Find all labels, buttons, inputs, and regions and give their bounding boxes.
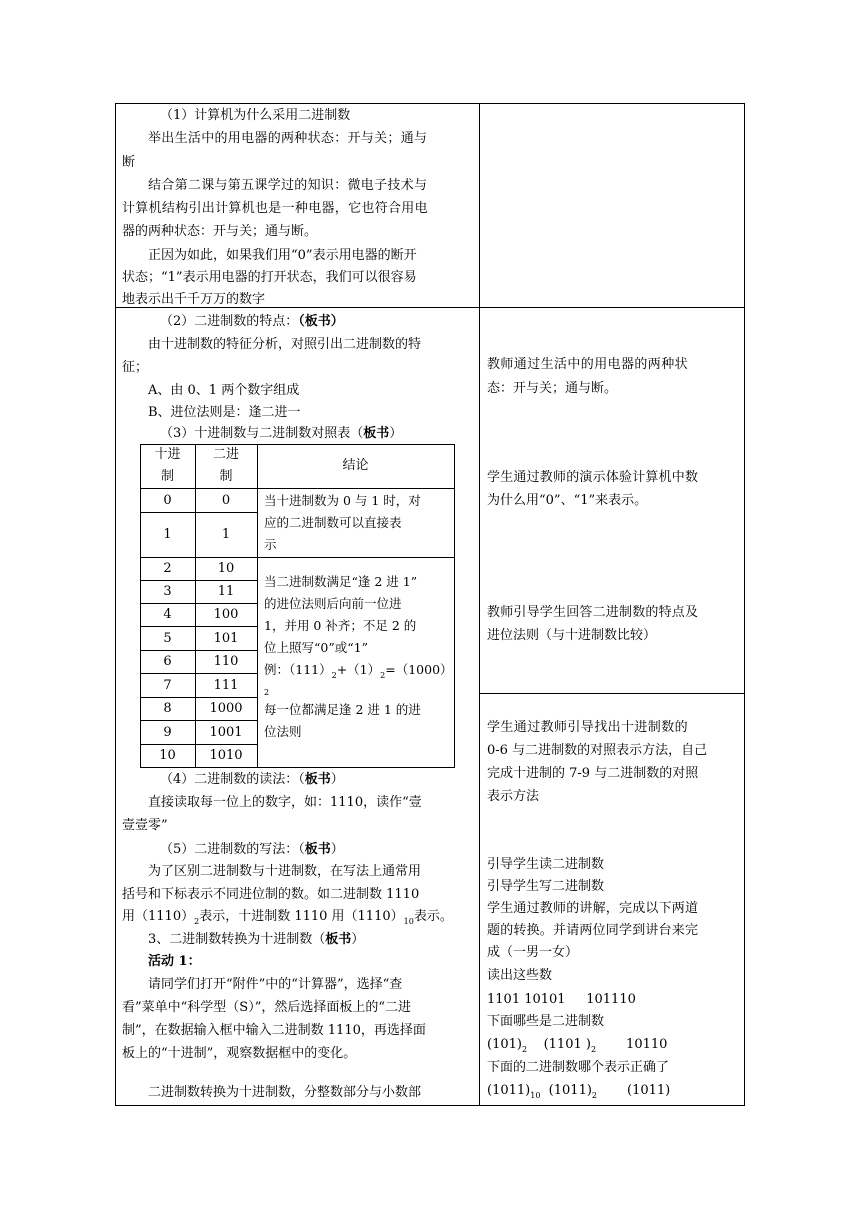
s5-close: ） (330, 842, 344, 857)
s5-c-part-3: 表示。 (413, 909, 453, 924)
notation-option-3: (1011) (627, 1083, 671, 1098)
right-note-3-b: 进位法则（与十进制数比较） (487, 628, 657, 643)
conclusion-1 (264, 490, 421, 556)
example-sub-1: 2 (331, 671, 337, 680)
right-note-5-b: 引导学生写二进制数 (487, 879, 605, 894)
section-5-heading (160, 840, 344, 859)
conclusion-2 (264, 571, 453, 743)
section-4-heading (160, 770, 344, 789)
s5-p-line-a: 为了区别二进制数与十进制数，在写法上通常用 (148, 864, 422, 879)
s3-heading-text: （3）十进制数与二进制数对照表（ (160, 426, 364, 441)
example-sub-3: 2 (264, 688, 270, 697)
s5-c-sub-2: 10 (403, 917, 414, 926)
s6-heading-text: 3、二进制数转换为十进制数（ (148, 932, 326, 947)
s4-heading-text: （4）二进制数的读法：（ (160, 772, 305, 787)
s1-p3-line-c: 地表示出千千万万的数字 (122, 292, 266, 307)
table-cell-dec: 3 (163, 584, 172, 599)
s2-item-a: A、由 0、1 两个数字组成 (148, 383, 300, 398)
header-decimal-a: 十进 (154, 447, 181, 462)
table-cell-bin: 11 (217, 584, 235, 599)
right-note-1-a: 教师通过生活中的用电器的两种状 (487, 357, 689, 372)
s3-board-mark: 板书 (363, 426, 390, 441)
conclusion-1-c: 示 (264, 537, 277, 552)
activity-p-line-b: 看”菜单中“科学型（S）”，然后选择面板上的“二进 (122, 1000, 411, 1015)
table-cell-dec: 7 (163, 678, 172, 693)
right-note-5-i (487, 1035, 667, 1059)
column-divider (479, 103, 480, 1106)
table-cell-dec: 2 (163, 561, 172, 576)
binary-option-2: (1101 ) (527, 1037, 591, 1052)
table-cell-dec: 10 (159, 748, 176, 763)
s1-p2-line-b: 计算机结构引出计算机也是一种电器，它也符合用电 (122, 201, 428, 216)
table-cell-bin: 110 (213, 654, 239, 669)
header-binary-b: 制 (219, 469, 233, 484)
right-note-2-a: 学生通过教师的演示体验计算机中数 (487, 470, 699, 485)
right-note-1-b: 态：开与关；通与断。 (487, 381, 618, 396)
header-binary (195, 444, 257, 488)
s5-heading-text: （5）二进制数的写法：（ (160, 842, 305, 857)
s4-close: ） (330, 772, 344, 787)
conclusion-2-d: 位上照写“0”或“1” (264, 640, 368, 655)
conclusion-2-c: 1，并用 0 补齐；不足 2 的 (264, 618, 417, 633)
right-note-2-b: 为什么用“0”、“1”来表示。 (487, 493, 648, 508)
example-sub-2: 2 (380, 671, 386, 680)
s2-heading-text: （2）二进制数的特点： (160, 314, 299, 329)
right-note-5-k (487, 1081, 670, 1105)
header-decimal-b: 制 (160, 469, 174, 484)
binary-option-1: (101) (487, 1037, 522, 1052)
s5-c-sub-1: 2 (194, 917, 200, 926)
s5-p-line-c (122, 907, 453, 931)
table-cell-dec: 0 (163, 493, 172, 508)
header-conclusion: 结论 (342, 458, 369, 473)
binary-option-2-sub: 2 (590, 1045, 597, 1054)
right-note-3-a: 教师引导学生回答二进制数的特点及 (487, 605, 699, 620)
s1-p2-line-a: 结合第二课与第五课学过的知识：微电子技术与 (148, 178, 428, 193)
right-note-5-a: 引导学生读二进制数 (487, 857, 605, 872)
table-cell-bin: 0 (221, 493, 231, 508)
example-part-2: +（1） (336, 662, 381, 677)
activity-p-line-d: 板上的“十进制”，观察数据框中的变化。 (122, 1046, 357, 1061)
s1-p3-line-a: 正因为如此，如果我们用“0”表示用电器的断开 (148, 248, 417, 263)
table-cell-bin: 100 (213, 607, 239, 622)
conclusion-2-f: 每一位都满足逢 2 进 1 的进 (264, 702, 421, 717)
conclusion-2-example (264, 659, 453, 687)
section-2-heading (160, 312, 344, 331)
binary-option-3: 10110 (626, 1037, 668, 1052)
s4-board-mark: 板书 (304, 772, 331, 787)
table-cell-dec: 4 (163, 607, 172, 622)
example-part-3: =（1000） (385, 662, 453, 677)
notation-option-1-sub: 10 (530, 1091, 541, 1100)
activity-p-line-c: 制”，在数据输入框中输入二进制数 1110，再选择面 (122, 1023, 426, 1038)
s1-p2-line-c: 器的两种状态：开与关；通与断。 (122, 224, 318, 239)
s5-c-part-1: 用（1110） (122, 909, 195, 924)
right-note-5-g: 1101 10101 101110 (487, 992, 636, 1007)
table-cell-bin: 111 (213, 678, 239, 693)
table-cell-dec: 6 (163, 654, 172, 669)
table-cell-dec: 9 (163, 725, 172, 740)
section-3-heading (160, 424, 402, 443)
conclusion-2-a: 当二进制数满足“逢 2 进 1” (264, 574, 418, 589)
s4-p-line-a: 直接读取每一位上的数字，如：1110，读作“壹 (148, 795, 422, 810)
header-decimal (140, 444, 195, 488)
activity-1-heading: 活动 1： (148, 954, 201, 969)
right-note-4-c: 完成十进制的 7-9 与二进制数的对照 (487, 766, 699, 781)
s5-board-mark: 板书 (304, 842, 331, 857)
right-note-5-d: 题的转换。并请两位同学到讲台来完 (487, 923, 699, 938)
table-cell-bin: 1000 (209, 701, 243, 716)
s3-close: ） (389, 426, 403, 441)
table-cell-bin: 1010 (209, 748, 243, 763)
conclusion-2-b: 的进位法则后向前一位进 (264, 596, 402, 611)
notation-option-2: (1011) (540, 1083, 592, 1098)
row-divider-right (479, 693, 745, 694)
activity-p-line-a: 请同学们打开“附件”中的“计算器”，选择“查 (148, 977, 403, 992)
right-note-5-j: 下面的二进制数哪个表示正确了 (487, 1060, 670, 1075)
right-note-4-b: 0-6 与二进制数的对照表示方法，自己 (487, 743, 708, 758)
right-note-5-f: 读出这些数 (487, 968, 553, 983)
s2-p1-line-b: 征； (122, 360, 149, 375)
s1-p3-line-b: 状态；“1”表示用电器的打开状态，我们可以很容易 (122, 270, 417, 285)
s6-close: ） (351, 932, 365, 947)
right-note-4-a: 学生通过教师引导找出十进制数的 (487, 720, 689, 735)
conclusion-1-b: 应的二进制数可以直接表 (264, 515, 402, 530)
last-line: 二进制数转换为十进制数，分整数部分与小数部 (148, 1085, 422, 1100)
s5-p-line-b: 括号和下标表示不同进位制的数。如二进制数 1110 (122, 887, 420, 902)
example-part-1: 例：（111） (264, 662, 332, 677)
s5-c-part-2: 表示，十进制数 1110 用（1110） (199, 909, 404, 924)
table-cell-bin: 101 (213, 631, 239, 646)
table-cell-dec: 1 (163, 527, 172, 542)
right-note-4-d: 表示方法 (487, 789, 540, 804)
binary-option-1-sub: 2 (521, 1045, 528, 1054)
section-6-heading (148, 930, 364, 949)
s4-p-line-b: 壹壹零” (122, 818, 168, 833)
table-cell-bin: 10 (217, 561, 235, 576)
right-note-5-e: 成（一男一女） (487, 945, 579, 960)
s1-p1-line-b: 断 (122, 155, 136, 170)
s2-p1-line-a: 由十进制数的特征分析，对照引出二进制数的特 (148, 337, 422, 352)
s1-p1-line-a: 举出生活中的用电器的两种状态：开与关；通与 (148, 131, 428, 146)
notation-option-1: (1011) (487, 1083, 531, 1098)
table-cell-dec: 5 (163, 631, 172, 646)
s2-board-mark: （板书） (298, 314, 344, 329)
table-cell-dec: 8 (163, 701, 172, 716)
notation-option-2-sub: 2 (591, 1091, 598, 1100)
s2-item-b: B、进位法则是：逢二进一 (148, 405, 301, 420)
right-note-5-c: 学生通过教师的讲解，完成以下两道 (487, 901, 699, 916)
header-binary-a: 二进 (212, 447, 239, 462)
right-note-5-h: 下面哪些是二进制数 (487, 1014, 605, 1029)
s6-board-mark: 板书 (325, 932, 352, 947)
conclusion-1-a: 当十进制数为 0 与 1 时，对 (264, 493, 421, 508)
section-1-heading: （1）计算机为什么采用二进制数 (160, 108, 351, 123)
table-cell-bin: 1 (221, 527, 231, 542)
table-cell-bin: 1001 (209, 725, 243, 740)
conclusion-2-g: 位法则 (264, 724, 302, 739)
